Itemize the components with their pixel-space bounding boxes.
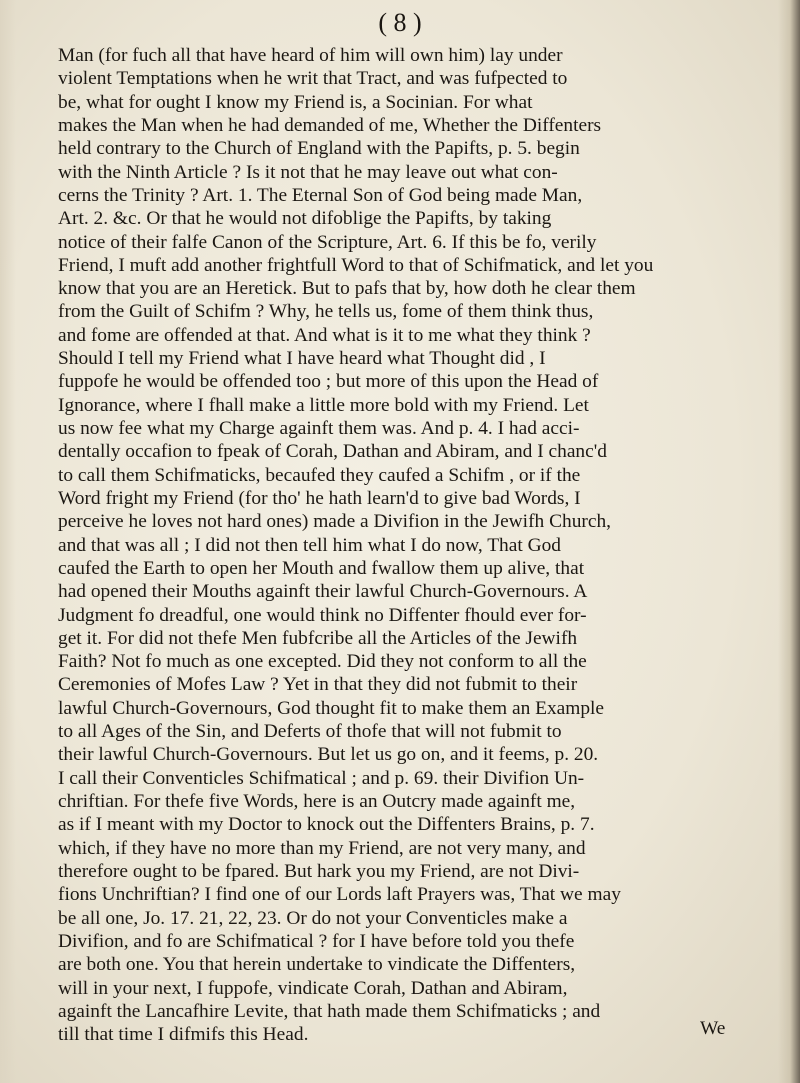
page-left-shadow xyxy=(0,0,16,1083)
text-line: Ignorance, where I fhall make a little more bold with my Friend. Let xyxy=(58,394,589,416)
body-text xyxy=(58,44,758,1046)
text-line: from the Guilt of Schifm ? Why, he tells us, fome of them think thus, xyxy=(58,301,594,323)
text-line: to all Ages of the Sin, and Deferts of thofe that will not fubmit to xyxy=(58,721,562,743)
text-line: Word fright my Friend (for tho' he hath learn'd to give bad Words, I xyxy=(58,487,581,509)
text-line: held contrary to the Church of England with the Papifts, p. 5. begin xyxy=(58,138,580,160)
text-line: to call them Schifmaticks, becaufed they caufed a Schifm , or if the xyxy=(58,464,581,486)
text-line: Friend, I muft add another frightfull Word to that of Schifmatick, and let you xyxy=(58,254,654,276)
text-line: cerns the Trinity ? Art. 1. The Eternal Son of God being made Man, xyxy=(58,184,583,206)
text-line: know that you are an Heretick. But to pafs that by, how doth he clear them xyxy=(58,278,636,300)
text-line: makes the Man when he had demanded of me, Whether the Diffenters xyxy=(58,114,602,136)
text-line: chriftian. For thefe five Words, here is an Outcry made againft me, xyxy=(58,791,576,812)
text-line: Man (for fuch all that have heard of him will own him) lay under xyxy=(58,45,563,66)
text-line: as if I meant with my Doctor to knock out the Diffenters Brains, p. 7. xyxy=(58,814,595,836)
text-line: notice of their falfe Canon of the Scripture, Art. 6. If this be fo, verily xyxy=(58,231,597,253)
text-line: Should I tell my Friend what I have heard what Thought did , I xyxy=(58,348,546,370)
text-line: againft the Lancafhire Levite, that hath made them Schifmaticks ; and xyxy=(58,1000,601,1022)
text-line: and fome are offended at that. And what is it to me what they think ? xyxy=(58,324,591,346)
text-line: Art. 2. &c. Or that he would not difoblige the Papifts, by taking xyxy=(58,208,552,230)
text-line: be all one, Jo. 17. 21, 22, 23. Or do not your Conventicles make a xyxy=(58,907,568,929)
catchword: We xyxy=(700,1018,726,1039)
text-line: Divifion, and fo are Schifmatical ? for I have before told you thefe xyxy=(58,930,575,952)
text-line: which, if they have no more than my Friend, are not very many, and xyxy=(58,837,586,859)
text-line: Judgment fo dreadful, one would think no Diffenter fhould ever for- xyxy=(58,604,587,626)
text-line: therefore ought to be fpared. But hark you my Friend, are not Divi- xyxy=(58,860,580,882)
text-line: are both one. You that herein undertake to vindicate the Diffenters, xyxy=(58,954,576,976)
text-line: till that time I difmifs this Head. xyxy=(58,1024,309,1046)
text-line: will in your next, I fuppofe, vindicate Corah, Dathan and Abiram, xyxy=(58,977,568,999)
text-line: dentally occafion to fpeak of Corah, Dathan and Abiram, and I chanc'd xyxy=(58,441,607,463)
page-number: ( 8 ) xyxy=(378,8,422,37)
text-line: Ceremonies of Mofes Law ? Yet in that they did not fubmit to their xyxy=(58,674,578,696)
text-line: fions Unchriftian? I find one of our Lords laft Prayers was, That we may xyxy=(58,884,621,906)
text-line: caufed the Earth to open her Mouth and fwallow them up alive, that xyxy=(58,557,585,579)
text-line: I call their Conventicles Schifmatical ; and p. 69. their Divifion Un- xyxy=(58,767,585,789)
text-line: had opened their Mouths againft their lawful Church-Governours. A xyxy=(58,581,588,603)
text-line: fuppofe he would be offended too ; but more of this upon the Head of xyxy=(58,371,599,393)
text-line: their lawful Church-Governours. But let us go on, and it feems, p. 20. xyxy=(58,744,599,766)
text-line: with the Ninth Article ? Is it not that he may leave out what con- xyxy=(58,161,558,183)
text-line: get it. For did not thefe Men fubfcribe all the Articles of the Jewifh xyxy=(58,627,578,649)
text-line: be, what for ought I know my Friend is, a Socinian. For what xyxy=(58,91,533,113)
text-line: us now fee what my Charge againft them was. And p. 4. I had acci- xyxy=(58,418,580,439)
text-line: and that was all ; I did not then tell him what I do now, That God xyxy=(58,534,561,556)
text-line: violent Temptations when he writ that Tract, and was fufpected to xyxy=(58,68,568,90)
text-line: perceive he loves not hard ones) made a Divifion in the Jewifh Church, xyxy=(58,511,612,533)
text-line: lawful Church-Governours, God thought fit to make them an Example xyxy=(58,697,605,719)
page-right-edge xyxy=(778,0,800,1083)
text-line: Faith? Not fo much as one excepted. Did they not conform to all the xyxy=(58,651,587,673)
